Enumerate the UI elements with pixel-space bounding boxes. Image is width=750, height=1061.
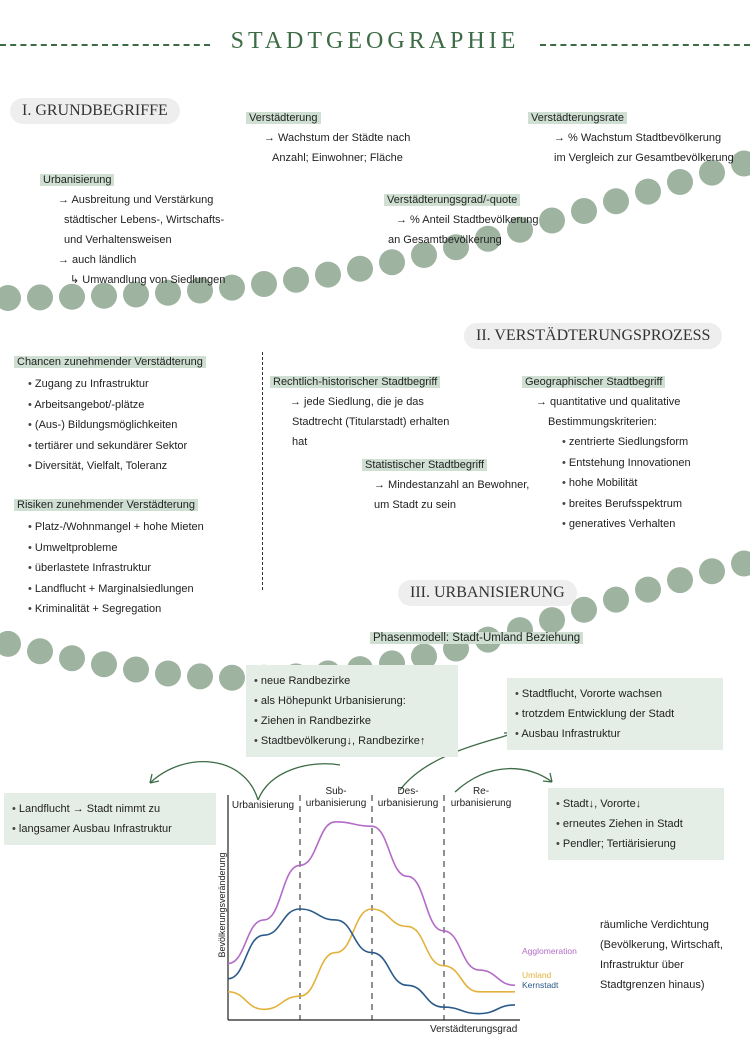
chancen-item-0: • Zugang zu Infrastruktur — [28, 374, 206, 395]
term-rate-heading: Verstädterungsrate — [528, 112, 627, 124]
rechtlich-block — [270, 372, 449, 452]
geo-line-1: → quantitative und qualitative — [536, 396, 681, 408]
risiken-item-0: • Platz-/Wohnmangel + hohe Mieten — [28, 517, 204, 538]
phase-label-3: Des- urbanisierung — [377, 786, 439, 809]
recht-line-3: hat — [292, 436, 308, 448]
decor-dot — [123, 657, 149, 683]
decor-dot — [0, 285, 21, 311]
decor-dot — [379, 249, 405, 275]
decor-dot — [91, 651, 117, 677]
vers-line-1: → Wachstum der Städte nach — [264, 132, 411, 144]
decor-dot — [635, 179, 661, 205]
phasenmodell-heading: Phasenmodell: Stadt-Umland Beziehung — [370, 632, 583, 644]
decor-dot — [539, 208, 565, 234]
decor-dot — [187, 663, 213, 689]
phase-label-4: Re- urbanisierung — [450, 786, 512, 809]
box-tr-item-0: • Stadtflucht, Vororte wachsen — [515, 684, 715, 704]
box-left-item-1: • langsamer Ausbau Infrastruktur — [12, 819, 208, 839]
statistisch-heading: Statistischer Stadtbegriff — [362, 459, 487, 471]
term-verstaedterung — [246, 108, 410, 168]
phase-chart — [228, 795, 520, 1020]
geo-item-4: • generatives Verhalten — [562, 514, 691, 535]
section-verstaedterungsprozess: II. VERSTÄDTERUNGSPROZESS — [464, 323, 722, 349]
decor-dot — [155, 661, 181, 687]
decor-dot — [699, 558, 725, 584]
term-grad-heading: Verstädterungsgrad/-quote — [384, 194, 520, 206]
recht-line-2: Stadtrecht (Titularstadt) erhalten — [292, 416, 450, 428]
box-left-list — [12, 799, 208, 839]
risiken-list — [28, 517, 204, 620]
decor-dot — [667, 567, 693, 593]
decor-dot — [347, 256, 373, 282]
rate-line-2: im Vergleich zur Gesamtbevölkerung — [554, 152, 734, 164]
phase-label-1: Urbanisierung — [231, 800, 295, 811]
legend-kernstadt: Kernstadt — [522, 980, 559, 990]
decor-dot — [571, 597, 597, 623]
risiken-block — [14, 495, 204, 620]
box-top-item-1: • als Höhepunkt Urbanisierung: — [254, 691, 450, 711]
urb-line-1: → Ausbreitung und Verstärkung — [58, 194, 214, 206]
box-reurbanisierung — [548, 788, 724, 860]
note-line-4: Stadtgrenzen hinaus) — [600, 979, 705, 991]
urb-line-5: ↳ Umwandlung von Siedlungen — [70, 274, 226, 286]
term-verstaedterungsrate — [528, 108, 734, 168]
term-urbanisierung — [40, 170, 225, 290]
box-right-item-0: • Stadt↓, Vororte↓ — [556, 794, 716, 814]
urb-line-2: städtischer Lebens-, Wirtschafts- — [64, 214, 225, 226]
box-left-item-0: • Landflucht → Stadt nimmt zu — [12, 799, 208, 819]
box-desurbanisierung — [507, 678, 723, 750]
stat-line-1: → Mindestanzahl an Bewohner, — [374, 479, 530, 491]
section-urbanisierung: III. URBANISIERUNG — [398, 580, 577, 606]
vers-line-2: Anzahl; Einwohner; Fläche — [272, 152, 403, 164]
risiken-item-1: • Umweltprobleme — [28, 538, 204, 559]
box-top-list — [254, 671, 450, 751]
statistisch-block — [362, 455, 529, 515]
geo-item-0: • zentrierte Siedlungsform — [562, 432, 691, 453]
geo-item-1: • Entstehung Innovationen — [562, 453, 691, 474]
decor-dot — [0, 631, 21, 657]
urb-line-3: und Verhaltensweisen — [64, 234, 172, 246]
box-right-item-1: • erneutes Ziehen in Stadt — [556, 814, 716, 834]
verdichtung-note — [600, 915, 723, 995]
chancen-item-4: • Diversität, Vielfalt, Toleranz — [28, 456, 206, 477]
chancen-heading: Chancen zunehmender Verstädterung — [14, 356, 206, 368]
stat-line-2: um Stadt zu sein — [374, 499, 456, 511]
note-line-1: räumliche Verdichtung — [600, 919, 709, 931]
chancen-item-1: • Arbeitsangebot/-plätze — [28, 395, 206, 416]
risiken-heading: Risiken zunehmender Verstädterung — [14, 499, 198, 511]
decor-dot — [731, 551, 750, 577]
geo-item-3: • breites Berufsspektrum — [562, 494, 691, 515]
decor-dot — [571, 198, 597, 224]
recht-line-1: → jede Siedlung, die je das — [290, 396, 424, 408]
risiken-item-3: • Landflucht + Marginalsiedlungen — [28, 579, 204, 600]
chancen-item-2: • (Aus-) Bildungsmöglichkeiten — [28, 415, 206, 436]
urb-line-4: → auch ländlich — [58, 254, 137, 266]
y-axis-label: Bevölkerungsveränderung — [217, 852, 227, 958]
x-axis-label: Verstädterungsgrad — [430, 1024, 518, 1035]
risiken-item-4: • Kriminalität + Segregation — [28, 599, 204, 620]
box-top-item-0: • neue Randbezirke — [254, 671, 450, 691]
legend-umland: Umland — [522, 970, 552, 980]
decor-dot — [283, 267, 309, 293]
column-divider — [262, 352, 263, 590]
term-urbanisierung-heading: Urbanisierung — [40, 174, 114, 186]
geo-list — [562, 432, 691, 535]
box-urbanisierung — [4, 793, 216, 845]
geo-line-2: Bestimmungskriterien: — [548, 416, 657, 428]
grad-line-2: an Gesamtbevölkerung — [388, 234, 502, 246]
geographisch-heading: Geographischer Stadtbegriff — [522, 376, 665, 388]
decor-dot — [27, 638, 53, 664]
grad-line-1: → % Anteil Stadtbevölkerung — [396, 214, 539, 226]
chancen-item-3: • tertiärer und sekundärer Sektor — [28, 436, 206, 457]
box-tr-list — [515, 684, 715, 744]
decor-dot — [731, 151, 750, 177]
box-right-list — [556, 794, 716, 854]
geographisch-block — [522, 372, 691, 535]
note-line-3: Infrastruktur über — [600, 959, 684, 971]
chancen-list — [28, 374, 206, 477]
box-tr-item-2: • Ausbau Infrastruktur — [515, 724, 715, 744]
rechtlich-heading: Rechtlich-historischer Stadtbegriff — [270, 376, 440, 388]
page-title: STADTGEOGRAPHIE — [230, 28, 520, 54]
decor-dot — [251, 271, 277, 297]
decor-dot — [667, 169, 693, 195]
phase-label-2: Sub- urbanisierung — [305, 786, 367, 809]
rate-line-1: → % Wachstum Stadtbevölkerung — [554, 132, 722, 144]
box-suburbanisierung — [246, 665, 458, 757]
section-grundbegriffe: I. GRUNDBEGRIFFE — [10, 98, 180, 124]
term-verstaedterung-heading: Verstädterung — [246, 112, 321, 124]
box-right-item-2: • Pendler; Tertiärisierung — [556, 834, 716, 854]
box-tr-item-1: • trotzdem Entwicklung der Stadt — [515, 704, 715, 724]
legend-agglomeration: Agglomeration — [522, 946, 577, 956]
decor-dot — [603, 587, 629, 613]
decor-dot — [315, 262, 341, 288]
risiken-item-2: • überlastete Infrastruktur — [28, 558, 204, 579]
note-line-2: (Bevölkerung, Wirtschaft, — [600, 939, 723, 951]
box-top-item-3: • Stadtbevölkerung↓, Randbezirke↑ — [254, 731, 450, 751]
term-verstaedterungsgrad — [384, 190, 538, 250]
decor-dot — [59, 645, 85, 671]
decor-dot — [603, 188, 629, 214]
phasenmodell-heading-wrap — [370, 628, 583, 646]
box-top-item-2: • Ziehen in Randbezirke — [254, 711, 450, 731]
decor-dot — [219, 665, 245, 691]
chancen-block — [14, 352, 206, 477]
geo-item-2: • hohe Mobilität — [562, 473, 691, 494]
decor-dot — [635, 577, 661, 603]
